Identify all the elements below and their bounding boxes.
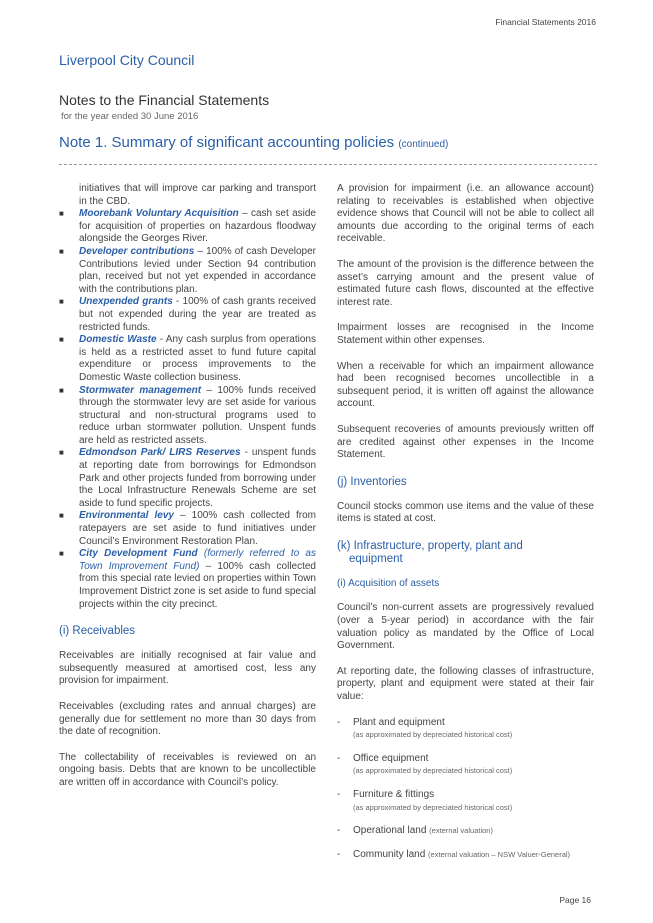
list-item-text: initiatives that will improve car parking and transport in the CBD. [79, 183, 316, 207]
class-note: (external valuation – NSW Valuer-General) [428, 849, 571, 859]
item-text: - unspent funds at reporting date from borrowings for Edmondson Park and other projects funded from borrowing under the Local Infrastructure Renewals Scheme are set aside to fund specific projects. [79, 447, 316, 509]
page-subtitle: for the year ended 30 June 2016 [61, 111, 199, 122]
item-keyword: Unexpended grants [79, 296, 173, 308]
paragraph: Receivables (excluding rates and annual charges) are generally due for settlement no more than 30 days from the date of recognition. [59, 700, 316, 738]
list-item [59, 208, 316, 246]
item-text: - Any cash surplus from operations is held as a restricted asset to fund future capital expenditure or process improvements to the Domestic Waste collection business. [79, 334, 316, 383]
asset-classes-list [337, 717, 594, 862]
class-note: (as approximated by depreciated historical cost) [353, 730, 513, 740]
right-column [337, 183, 594, 872]
bullet-icon: ■ [59, 549, 64, 559]
page-number: Page 16 [559, 895, 591, 905]
list-item [337, 753, 594, 778]
section-heading-line: (k) Infrastructure, property, plant and [337, 539, 523, 552]
dash-icon: - [337, 789, 341, 800]
list-item [337, 849, 594, 862]
item-keyword: Developer contributions [79, 245, 195, 257]
class-name: Plant and equipment [353, 716, 445, 728]
paragraph: Council’s non-current assets are progressively revalued (over a 5-year period) in accordance with the fair valuation policy as mandated by the Office of Local Government. [337, 602, 594, 652]
bullet-icon: ■ [59, 385, 64, 395]
item-text: - 100% of cash grants received but not expended during the year are treated as restricted funds. [79, 296, 316, 333]
class-name: Community land [353, 848, 426, 860]
class-name: Operational land [353, 825, 427, 837]
paragraph: Council stocks common use items and the value of these items is stated at cost. [337, 500, 594, 525]
page-title: Notes to the Financial Statements [59, 92, 270, 108]
class-name: Office equipment [353, 752, 429, 764]
dash-icon: - [337, 825, 341, 837]
item-keyword: City Development Fund [79, 548, 198, 560]
class-note: (as approximated by depreciated historical cost) [353, 802, 513, 812]
restricted-assets-list [59, 183, 316, 611]
dash-icon: - [337, 848, 341, 860]
list-item [59, 246, 316, 296]
note-heading [59, 134, 448, 151]
list-item [337, 717, 594, 742]
list-item [59, 548, 316, 611]
list-item [59, 183, 316, 208]
class-note: (as approximated by depreciated historical cost) [353, 766, 513, 776]
list-item [59, 447, 316, 510]
section-heading-receivables: (i) Receivables [59, 625, 136, 638]
list-item [59, 385, 316, 448]
section-heading-ippe [337, 540, 594, 566]
item-keyword: Stormwater management [79, 384, 202, 396]
item-text: – 100% funds received through the stormwater levy are set aside for various structural and non-structural programs used to reduce urban stormwater pollution. Unspent funds are held as restricted assets. [79, 384, 316, 446]
list-item [337, 825, 594, 838]
paragraph: A provision for impairment (i.e. an allowance account) relating to receivables is established when objective evidence shows that Council will not be able to collect all amounts due according to the original terms of each receivable. [337, 183, 594, 245]
organisation-name: Liverpool City Council [59, 52, 195, 68]
continued-label: (continued) [398, 139, 449, 150]
divider [59, 164, 597, 165]
paragraph: Receivables are initially recognised at fair value and subsequently measured at amortised cost, less any provision for impairment. [59, 650, 316, 687]
item-text: – cash set aside for acquisition of properties on hazardous floodway alongside the Georges River. [79, 208, 316, 245]
list-item [59, 510, 316, 548]
section-heading-line: equipment [349, 552, 403, 565]
item-keyword: Moorebank Voluntary Acquisition [79, 208, 239, 220]
paragraph: Subsequent recoveries of amounts previously written off are credited against other expenses in the Income Statement. [337, 423, 594, 461]
paragraph: The amount of the provision is the difference between the asset’s carrying amount and the present value of estimated future cash flows, discounted at the effective interest rate. [337, 258, 594, 308]
dash-icon: - [337, 716, 341, 728]
bullet-icon: ■ [59, 335, 64, 345]
bullet-icon: ■ [59, 511, 64, 521]
paragraph: The collectability of receivables is reviewed on an ongoing basis. Debts that are known to be uncollectible are written off in accordance with Council’s policy. [59, 751, 316, 788]
item-text: – 100% cash collected from this special rate levied on properties within Town Improvement District zone is set aside to fund special projects within the city precinct. [79, 560, 316, 610]
item-keyword: Domestic Waste [79, 334, 157, 346]
bullet-icon: ■ [59, 246, 64, 256]
item-text: – 100% of cash Developer Contributions levied under Section 94 contribution plan, received but not yet expended in accordance with the contributions plan. [79, 245, 317, 295]
list-item [59, 296, 316, 334]
item-keyword: Edmondson Park/ LIRS Reserves [79, 447, 241, 459]
dash-icon: - [337, 752, 341, 764]
paragraph: At reporting date, the following classes of infrastructure, property, plant and equipment were stated at their fair value: [337, 665, 594, 703]
subsection-heading-acquisition: (i) Acquisition of assets [337, 577, 440, 589]
paragraph: When a receivable for which an impairment allowance had been recognised becomes uncollectible in a subsequent period, it is written off against the allowance account. [337, 360, 594, 410]
item-keyword-note: (formerly referred to as Town Improvement Fund) [79, 548, 316, 572]
class-name: Furniture & fittings [353, 789, 435, 800]
item-keyword: Environmental levy [79, 510, 174, 522]
list-item [337, 789, 594, 814]
left-column [59, 183, 316, 803]
bullet-icon: ■ [59, 448, 64, 458]
list-item [59, 334, 316, 384]
bullet-icon: ■ [59, 209, 64, 219]
class-note: (external valuation) [429, 826, 493, 836]
bullet-icon: ■ [59, 297, 64, 307]
note-heading-text: Note 1. Summary of significant accounting policies [59, 134, 395, 151]
document-label: Financial Statements 2016 [495, 17, 596, 27]
item-text: – 100% cash collected from ratepayers are set aside to fund initiatives under Council’s Environment Restoration Plan. [79, 510, 316, 547]
section-heading-inventories: (j) Inventories [337, 475, 407, 488]
paragraph: Impairment losses are recognised in the Income Statement within other expenses. [337, 322, 594, 346]
